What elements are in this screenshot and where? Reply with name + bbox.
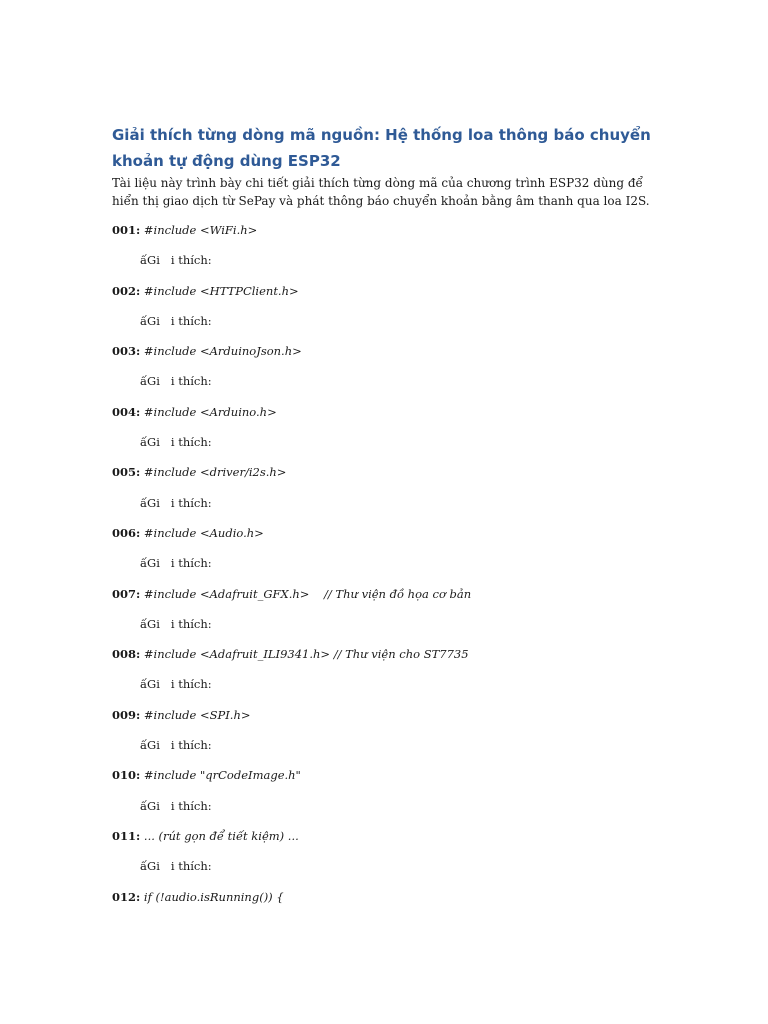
explanation-line — [112, 675, 692, 705]
explanation-label: ấGi i thích: — [140, 374, 212, 389]
line-code: #include <Adafruit_ILI9341.h> // Thư viện cho ST7735 — [140, 647, 469, 662]
code-line — [112, 827, 692, 857]
line-code: #include <Adafruit_GFX.h> // Thư viện đồ họa cơ bản — [140, 586, 472, 601]
explanation-label: ấGi i thích: — [140, 556, 212, 571]
line-number: 011: — [112, 828, 141, 843]
line-code: #include <WiFi.h> — [140, 223, 258, 237]
line-code: ... (rút gọn để tiết kiệm) ... — [140, 828, 299, 843]
line-code: #include <driver/i2s.h> — [140, 465, 287, 480]
code-line-list — [112, 221, 692, 918]
code-line — [112, 524, 692, 554]
line-code: #include <Arduino.h> — [140, 404, 277, 419]
explanation-label: ấGi i thích: — [140, 859, 212, 874]
code-line — [112, 463, 692, 493]
line-code: #include <SPI.h> — [140, 707, 251, 722]
line-number: 003: — [112, 344, 141, 359]
explanation-label: ấGi i thích: — [140, 677, 212, 692]
explanation-label: ấGi i thích: — [140, 495, 212, 510]
code-line — [112, 403, 692, 433]
explanation-line — [112, 251, 692, 281]
line-number: 012: — [112, 889, 141, 904]
line-code: #include <ArduinoJson.h> — [140, 344, 302, 359]
code-line — [112, 645, 692, 675]
line-number: 002: — [112, 283, 141, 298]
explanation-line — [112, 433, 692, 463]
document-intro: Tài liệu này trình bày chi tiết giải thích từng dòng mã của chương trình ESP32 dùng để hiển thị giao dịch từ SePay và phát thông báo chuyển khoản bằng âm thanh qua loa I2S. — [112, 176, 650, 208]
line-number: 010: — [112, 768, 141, 783]
code-line — [112, 766, 692, 796]
explanation-line — [112, 857, 692, 887]
code-line — [112, 221, 692, 251]
explanation-line — [112, 312, 692, 342]
explanation-label: ấGi i thích: — [140, 435, 212, 450]
code-line — [112, 282, 692, 312]
explanation-line — [112, 554, 692, 584]
line-number: 004: — [112, 404, 141, 419]
line-code: #include "qrCodeImage.h" — [140, 768, 301, 783]
line-number: 008: — [112, 647, 141, 662]
line-number: 007: — [112, 586, 141, 601]
code-line — [112, 342, 692, 372]
explanation-label: ấGi i thích: — [140, 798, 212, 813]
line-number: 001: — [112, 223, 141, 237]
line-number: 009: — [112, 707, 141, 722]
explanation-label: ấGi i thích: — [140, 313, 212, 328]
explanation-label: ấGi i thích: — [140, 253, 212, 268]
explanation-line — [112, 615, 692, 645]
document-title: Giải thích từng dòng mã nguồn: Hệ thống loa thông báo chuyển khoản tự động dùng ESP32 — [112, 126, 651, 170]
explanation-line — [112, 736, 692, 766]
explanation-label: ấGi i thích: — [140, 738, 212, 753]
code-line — [112, 585, 692, 615]
line-code: #include <HTTPClient.h> — [140, 283, 299, 298]
code-line — [112, 706, 692, 736]
line-code: #include <Audio.h> — [140, 525, 264, 540]
explanation-label: ấGi i thích: — [140, 616, 212, 631]
line-code: if (!audio.isRunning()) { — [140, 889, 284, 904]
line-number: 005: — [112, 465, 141, 480]
explanation-line — [112, 494, 692, 524]
explanation-line — [112, 372, 692, 402]
explanation-line — [112, 797, 692, 827]
code-line — [112, 888, 692, 918]
line-number: 006: — [112, 525, 141, 540]
